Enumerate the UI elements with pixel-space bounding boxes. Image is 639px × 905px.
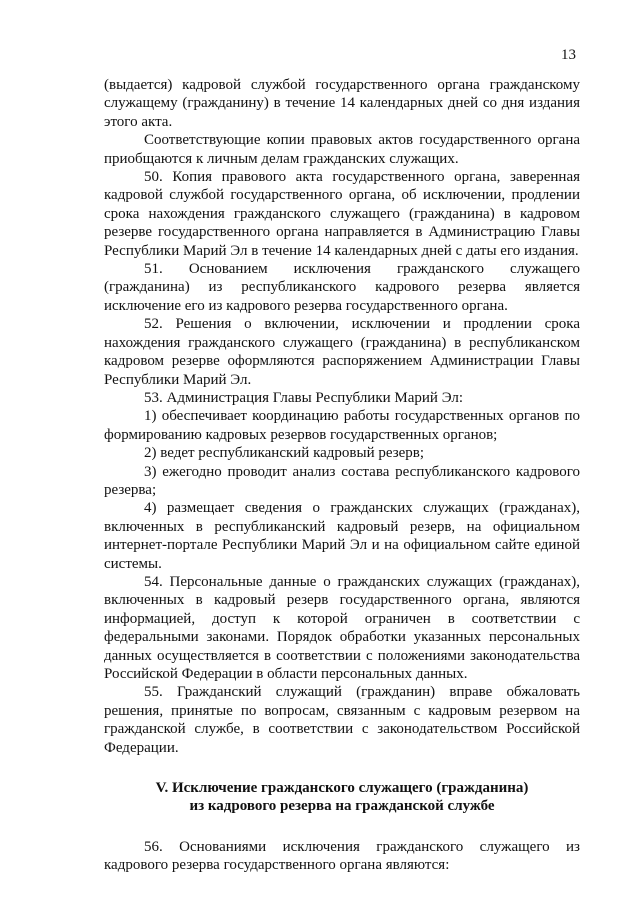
paragraph-53-item-2: 2) ведет республиканский кадровый резерв; bbox=[144, 445, 425, 462]
page-number: 13 bbox=[561, 47, 576, 63]
paragraph-53-item-3: 3) ежегодно проводит анализ состава республиканского кадрового резерва; bbox=[104, 463, 580, 498]
paragraph-54: 54. Персональные данные о гражданских служащих (гражданах), включенных в кадровый резерв государственного органа, являются информацией, доступ к которой ограничен в соответствии с федеральными законами. Порядок обработки указанных персональных данных осуществляется в соответствии с положениями законодательства Российской Федерации в области персональных данных. bbox=[104, 573, 580, 682]
document-body bbox=[104, 76, 580, 875]
paragraph-53-item-4: 4) размещает сведения о гражданских служащих (гражданах), включенных в республиканский кадровый резерв, на официальном интернет-портале Республики Марий Эл и на официальном сайте единой системы. bbox=[104, 500, 580, 572]
paragraph-52: 52. Решения о включении, исключении и продлении срока нахождения гражданского служащего (гражданина) в республиканском кадровом резерве оформляются распоряжением Администрации Главы Республики Марий Эл. bbox=[104, 316, 580, 388]
section-heading bbox=[104, 779, 580, 816]
section-heading-line-1: V. Исключение гражданского служащего (гражданина) bbox=[155, 780, 529, 797]
section-heading-line-2: из кадрового резерва на гражданской службе bbox=[189, 798, 495, 815]
paragraph-51: 51. Основанием исключения гражданского служащего (гражданина) из республиканского кадрового резерва является исключение его из кадрового резерва государственного органа. bbox=[104, 261, 580, 314]
paragraph-copies: Соответствующие копии правовых актов государственного органа приобщаются к личным делам гражданских служащих. bbox=[104, 132, 580, 167]
paragraph-53-item-1: 1) обеспечивает координацию работы государственных органов по формированию кадровых резервов государственных органов; bbox=[104, 408, 580, 443]
paragraph-continuation: (выдается) кадровой службой государственного органа гражданскому служащему (гражданину) в течение 14 календарных дней со дня издания этого акта. bbox=[104, 77, 580, 130]
paragraph-56: 56. Основаниями исключения гражданского служащего из кадрового резерва государственного органа являются: bbox=[104, 838, 580, 874]
paragraph-50: 50. Копия правового акта государственного органа, заверенная кадровой службой государственного органа, об исключении, продлении срока нахождения гражданского служащего (гражданина) в кадровом резерве государственного органа направляется в Администрацию Главы Республики Марий Эл в течение 14 календарных дней с даты его издания. bbox=[104, 169, 580, 259]
paragraph-53: 53. Администрация Главы Республики Марий Эл: bbox=[144, 389, 464, 406]
paragraph-55: 55. Гражданский служащий (гражданин) вправе обжаловать решения, принятые по вопросам, связанным с кадровым резервом на гражданской службе, в соответствии с законодательством Российской Федерации. bbox=[104, 684, 580, 756]
